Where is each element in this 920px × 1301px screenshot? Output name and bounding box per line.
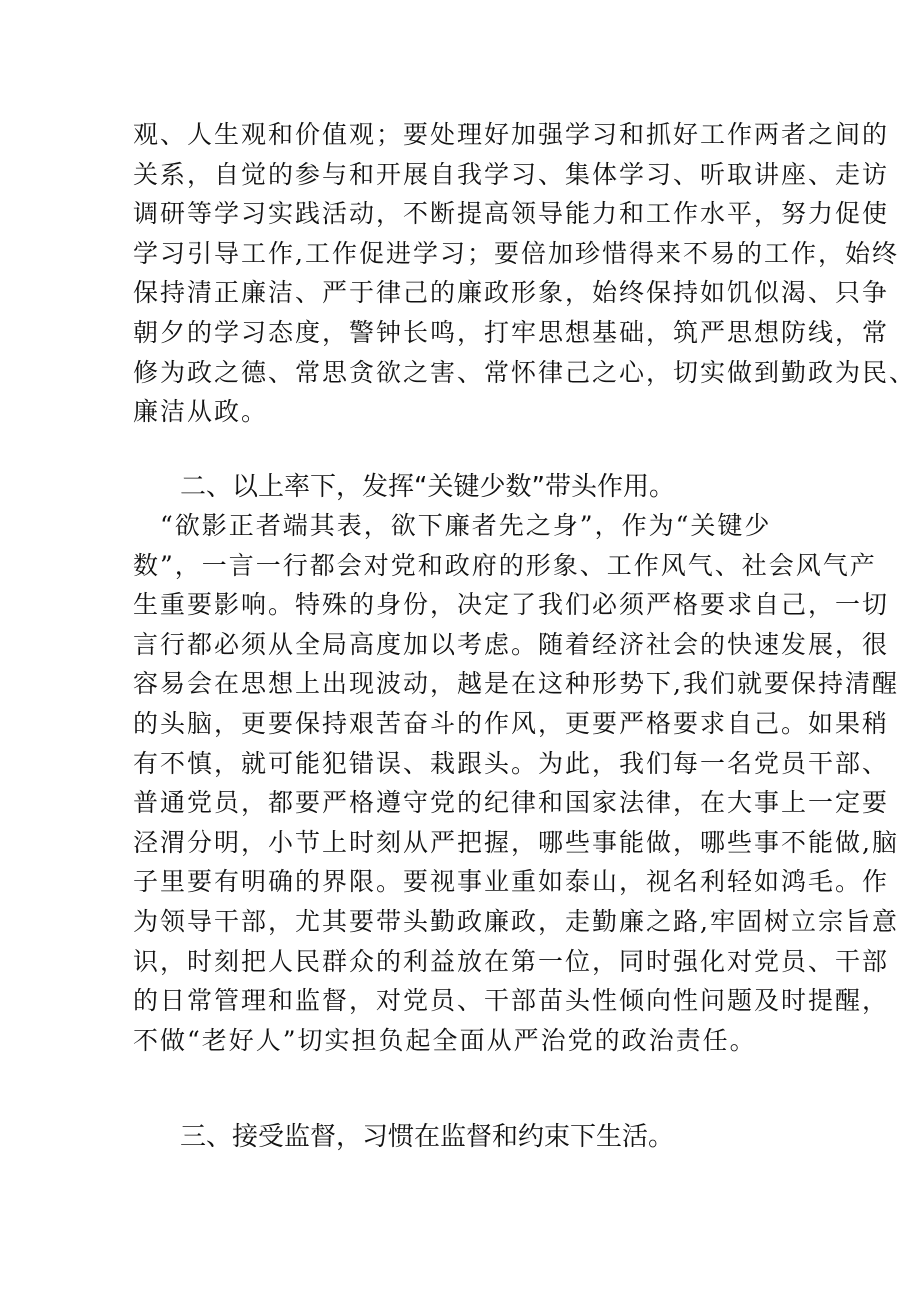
section-heading-3: 三、接受监督，习惯在监督和约束下生活。: [180, 1122, 675, 1152]
paragraph-line: “欲影正者端其表，欲下廉者先之身”，作为“关键少: [133, 511, 772, 540]
section-heading-2: 二、以上率下，发挥“关键少数”带头作用。: [180, 472, 675, 502]
paragraph-line: 关系，自觉的参与和开展自我学习、集体学习、听取讲座、走访: [133, 159, 890, 189]
paragraph-line: 朝夕的学习态度，警钟长鸣，打牢思想基础，筑严思想防线，常: [133, 317, 890, 347]
paragraph-1: [133, 115, 917, 432]
paragraph-line: 修为政之德、常思贪欲之害、常怀律己之心，切实做到勤政为民、: [133, 357, 917, 387]
paragraph-line: 生重要影响。特殊的身份，决定了我们必须严格要求自己，一切: [133, 590, 890, 620]
paragraph-line: 观、人生观和价值观；要处理好加强学习和抓好工作两者之间的: [133, 120, 890, 149]
paragraph-line: 数”，一言一行都会对党和政府的形象、工作风气、社会风气产: [133, 550, 877, 580]
paragraph-line: 容易会在思想上出现波动，越是在这种形势下,我们就要保持清醒: [133, 669, 899, 699]
paragraph-line: 学习引导工作,工作促进学习；要倍加珍惜得来不易的工作，始终: [133, 238, 899, 268]
paragraph-line: 不做“老好人”切实担负起全面从严治党的政治责任。: [133, 1025, 757, 1055]
paragraph-line: 保持清正廉洁、严于律己的廉政形象，始终保持如饥似渴、只争: [133, 278, 890, 308]
paragraph-line: 言行都必须从全局高度加以考虑。随着经济社会的快速发展，很: [133, 629, 890, 659]
paragraph-line: 的日常管理和监督，对党员、干部苗头性倾向性问题及时提醒，: [133, 986, 890, 1016]
paragraph-line: 泾渭分明，小节上时刻从严把握，哪些事能做，哪些事不能做,脑: [133, 827, 899, 857]
paragraph-line: 为领导干部，尤其要带头勤政廉政，走勤廉之路,牢固树立宗旨意: [133, 906, 899, 936]
paragraph-line: 子里要有明确的界限。要视事业重如泰山，视名利轻如鸿毛。作: [133, 867, 890, 897]
paragraph-line: 调研等学习实践活动，不断提高领导能力和工作水平，努力促使: [133, 199, 890, 229]
paragraph-line: 普通党员，都要严格遵守党的纪律和国家法律，在大事上一定要: [133, 788, 890, 818]
paragraph-line: 有不慎，就可能犯错误、栽跟头。为此，我们每一名党员干部、: [133, 748, 890, 778]
paragraph-line: 廉洁从政。: [133, 397, 269, 427]
paragraph-2: [133, 506, 899, 1060]
paragraph-line: 识，时刻把人民群众的利益放在第一位，同时强化对党员、干部: [133, 946, 890, 976]
paragraph-line: 的头脑，更要保持艰苦奋斗的作风，更要严格要求自己。如果稍: [133, 708, 890, 738]
